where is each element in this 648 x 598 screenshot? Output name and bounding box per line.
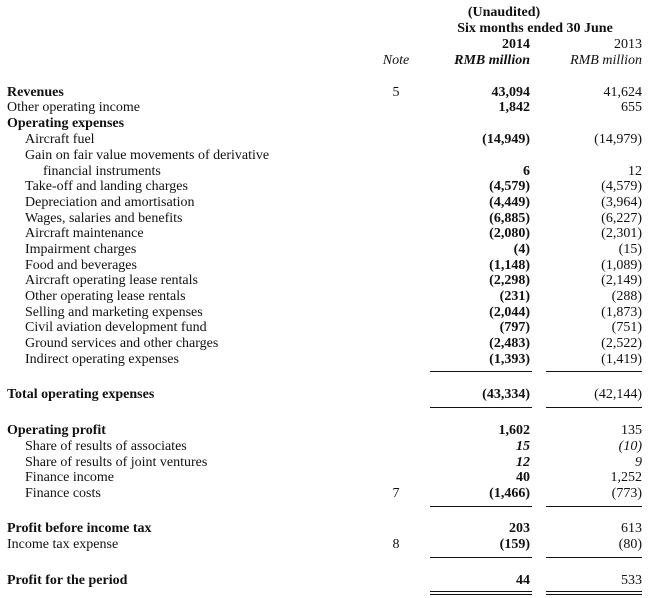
pbt-2014: 203 bbox=[509, 521, 530, 536]
total-opex-label: Total operating expenses bbox=[7, 387, 155, 402]
note-header: Note bbox=[382, 53, 410, 68]
profit-2013: 533 bbox=[621, 573, 642, 588]
impairment-2014: (4) bbox=[513, 242, 530, 257]
pbt-2013: 613 bbox=[621, 521, 642, 536]
food-2014: (1,148) bbox=[489, 258, 530, 273]
civil-fund-2014: (797) bbox=[499, 320, 530, 335]
op-profit-2013: 135 bbox=[621, 423, 642, 438]
fin-income-2013: 1,252 bbox=[610, 470, 642, 485]
wages-label: Wages, salaries and benefits bbox=[25, 211, 183, 226]
wages-2014: (6,885) bbox=[489, 211, 530, 226]
fuel-label: Aircraft fuel bbox=[25, 132, 95, 147]
profit-2014: 44 bbox=[516, 573, 530, 588]
total-opex-2013: (42,144) bbox=[594, 387, 642, 402]
total-underline-2014 bbox=[430, 407, 532, 408]
food-label: Food and beverages bbox=[25, 258, 137, 273]
indirect-2013: (1,419) bbox=[601, 352, 642, 367]
ground-label: Ground services and other charges bbox=[25, 336, 219, 351]
associates-label: Share of results of associates bbox=[25, 439, 187, 454]
food-2013: (1,089) bbox=[601, 258, 642, 273]
gain-fv-label-1: Gain on fair value movements of derivative bbox=[25, 148, 270, 163]
tax-note: 8 bbox=[392, 537, 400, 552]
pbt-label: Profit before income tax bbox=[7, 521, 152, 536]
tax-2013: (80) bbox=[618, 537, 642, 552]
maintenance-2014: (2,080) bbox=[489, 226, 530, 241]
profit-double-rule-2-2014 bbox=[430, 594, 532, 595]
impairment-label: Impairment charges bbox=[25, 242, 137, 257]
gain-fv-2014: 6 bbox=[523, 164, 530, 179]
other-income-2013: 655 bbox=[621, 100, 642, 115]
total-rule-2013 bbox=[546, 371, 642, 372]
tax-2014: (159) bbox=[499, 537, 530, 552]
takeoff-2014: (4,579) bbox=[489, 179, 530, 194]
fin-income-2014: 40 bbox=[516, 470, 530, 485]
fin-costs-2014: (1,466) bbox=[489, 486, 530, 501]
revenues-label: Revenues bbox=[7, 85, 64, 100]
selling-2013: (1,873) bbox=[601, 305, 642, 320]
civil-fund-label: Civil aviation development fund bbox=[25, 320, 207, 335]
unit-2013-header: RMB million bbox=[570, 53, 642, 68]
other-lease-2013: (288) bbox=[611, 289, 642, 304]
takeoff-label: Take-off and landing charges bbox=[25, 179, 188, 194]
associates-2013: (10) bbox=[618, 439, 642, 454]
fin-income-label: Finance income bbox=[25, 470, 115, 485]
maintenance-label: Aircraft maintenance bbox=[25, 226, 144, 241]
fin-costs-note: 7 bbox=[392, 486, 400, 501]
fin-costs-label: Finance costs bbox=[25, 486, 101, 501]
fuel-2014: (14,949) bbox=[482, 132, 530, 147]
op-profit-2014: 1,602 bbox=[498, 423, 530, 438]
jv-2013: 9 bbox=[635, 455, 642, 470]
impairment-2013: (15) bbox=[618, 242, 642, 257]
total-underline-2013 bbox=[546, 407, 642, 408]
depreciation-2013: (3,964) bbox=[601, 195, 642, 210]
total-opex-2014: (43,334) bbox=[482, 387, 530, 402]
opex-heading: Operating expenses bbox=[7, 116, 125, 131]
aircraft-lease-2014: (2,298) bbox=[489, 273, 530, 288]
wages-2013: (6,227) bbox=[601, 211, 642, 226]
depreciation-label: Depreciation and amortisation bbox=[25, 195, 195, 210]
other-lease-2014: (231) bbox=[499, 289, 530, 304]
profit-rule-2014 bbox=[430, 557, 532, 558]
revenues-note: 5 bbox=[392, 85, 400, 100]
period-label: Six months ended 30 June bbox=[457, 21, 613, 36]
op-profit-label: Operating profit bbox=[7, 423, 106, 438]
indirect-label: Indirect operating expenses bbox=[25, 352, 179, 367]
other-income-label: Other operating income bbox=[7, 100, 140, 115]
gain-fv-label-2: financial instruments bbox=[43, 164, 161, 179]
depreciation-2014: (4,449) bbox=[489, 195, 530, 210]
unaudited-label: (Unaudited) bbox=[467, 5, 541, 20]
maintenance-2013: (2,301) bbox=[601, 226, 642, 241]
tax-label: Income tax expense bbox=[7, 537, 119, 552]
profit-double-rule-1-2013 bbox=[546, 591, 642, 592]
profit-rule-2013 bbox=[546, 557, 642, 558]
gain-fv-2013: 12 bbox=[628, 164, 642, 179]
ground-2014: (2,483) bbox=[489, 336, 530, 351]
selling-2014: (2,044) bbox=[489, 305, 530, 320]
selling-label: Selling and marketing expenses bbox=[25, 305, 203, 320]
associates-2014: 15 bbox=[516, 439, 530, 454]
pbt-rule-2014 bbox=[430, 506, 532, 507]
profit-double-rule-1-2014 bbox=[430, 591, 532, 592]
fin-costs-2013: (773) bbox=[611, 486, 642, 501]
year-2013-header: 2013 bbox=[614, 37, 642, 52]
other-income-2014: 1,842 bbox=[498, 100, 530, 115]
fuel-2013: (14,979) bbox=[594, 132, 642, 147]
indirect-2014: (1,393) bbox=[489, 352, 530, 367]
takeoff-2013: (4,579) bbox=[601, 179, 642, 194]
other-lease-label: Other operating lease rentals bbox=[25, 289, 186, 304]
total-rule-2014 bbox=[430, 371, 532, 372]
revenues-2013: 41,624 bbox=[603, 85, 642, 100]
jv-2014: 12 bbox=[516, 455, 530, 470]
year-2014-header: 2014 bbox=[502, 37, 530, 52]
profit-double-rule-2-2013 bbox=[546, 594, 642, 595]
jv-label: Share of results of joint ventures bbox=[25, 455, 208, 470]
civil-fund-2013: (751) bbox=[611, 320, 642, 335]
aircraft-lease-2013: (2,149) bbox=[601, 273, 642, 288]
unit-2014-header: RMB million bbox=[454, 53, 530, 68]
aircraft-lease-label: Aircraft operating lease rentals bbox=[25, 273, 198, 288]
revenues-2014: 43,094 bbox=[491, 85, 530, 100]
ground-2013: (2,522) bbox=[601, 336, 642, 351]
profit-label: Profit for the period bbox=[7, 573, 128, 588]
pbt-rule-2013 bbox=[546, 506, 642, 507]
